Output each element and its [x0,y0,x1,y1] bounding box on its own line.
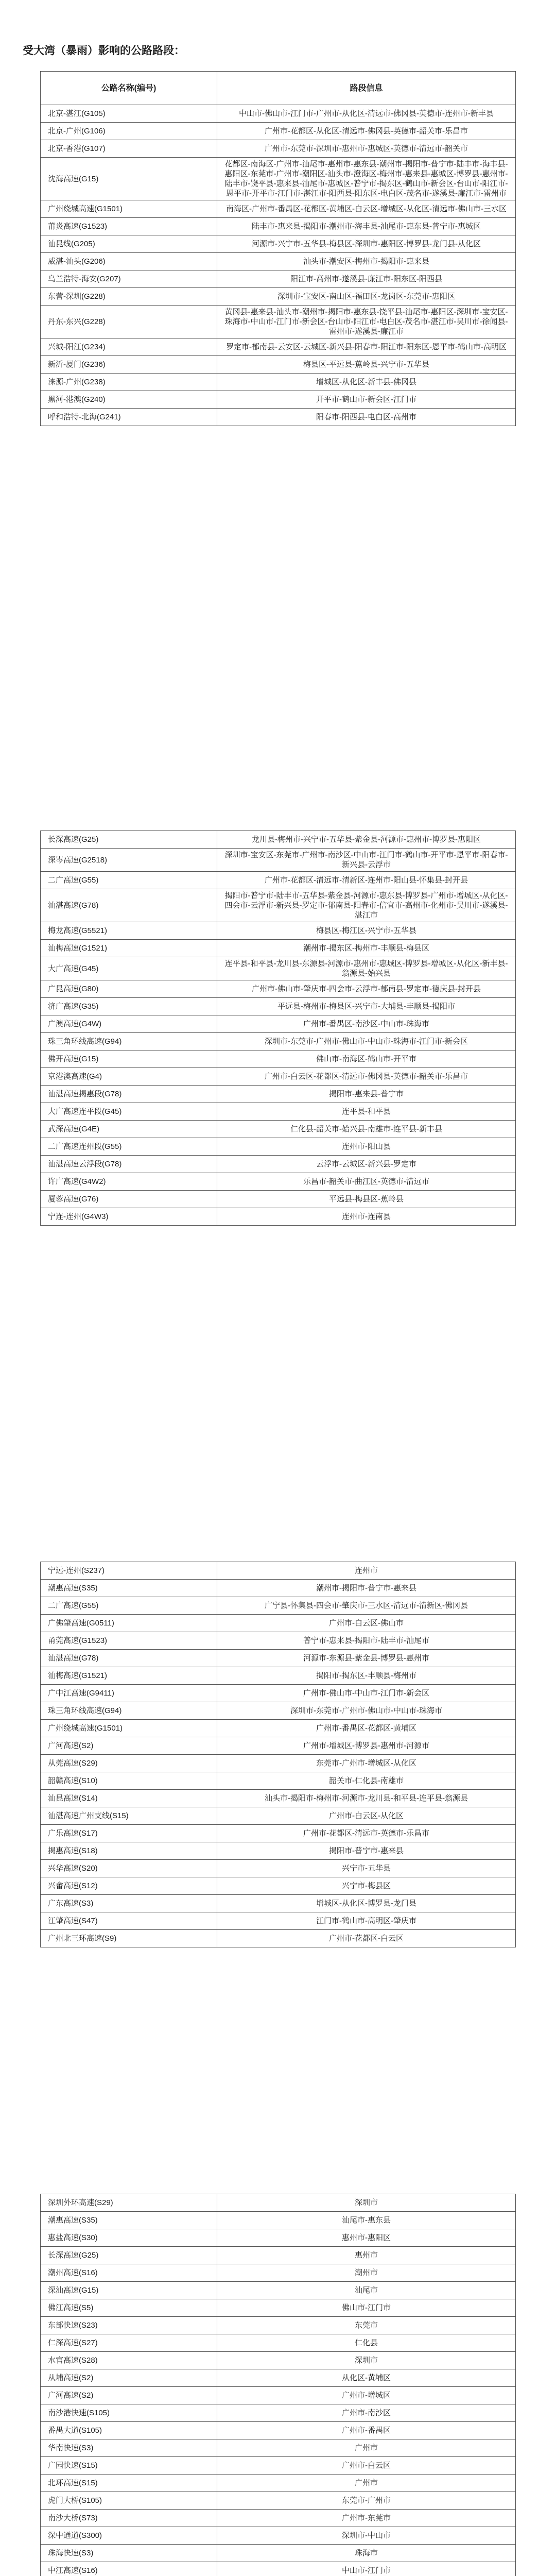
segment-info-cell: 乐昌市-韶关市-曲江区-英德市-清远市 [217,1173,516,1191]
road-name-cell: 北环高速(S15) [41,2475,217,2492]
table-row [41,391,516,409]
table-row [41,1208,516,1226]
table-row [41,1877,516,1895]
table-row [41,922,516,940]
segment-info-cell: 广州市-佛山市-肇庆市-四会市-云浮市-郁南县-罗定市-德庆县-封开县 [217,980,516,998]
segment-info-cell: 汕头市-潮安区-梅州市-揭阳市-惠来县 [217,253,516,270]
table-row [41,2264,516,2282]
segment-info-cell: 揭阳市-普宁市-陆丰市-五华县-紫金县-河源市-惠东县-博罗县-广州市-增城区-从化区-四会市-云浮市-新兴县-罗定市-郁南县-阳春市-信宜市-高州市-化州市-吴川市-遂溪县-湛江市 [217,889,516,922]
segment-info-cell: 广州市-白云区 [217,2457,516,2475]
road-name-cell: 北京-湛江(G105) [41,105,217,123]
table-row [41,409,516,426]
road-name-cell: 汕梅高速(G1521) [41,940,217,957]
road-name-cell: 涞源-广州(G238) [41,374,217,391]
table-row [41,872,516,889]
table-row [41,940,516,957]
table-row [41,1912,516,1930]
table-row [41,2510,516,2527]
segment-info-cell: 江门市-鹤山市-高明区-肇庆市 [217,1912,516,1930]
table-row [41,998,516,1015]
table-row [41,1562,516,1580]
segment-info-cell: 广州市-白云区-从化区 [217,1807,516,1825]
road-name-cell: 汕湛高速揭惠段(G78) [41,1086,217,1103]
segment-info-cell: 广州市-佛山市-中山市-江门市-新会区 [217,1685,516,1702]
table-row [41,1138,516,1156]
segment-info-cell: 汕头市-揭阳市-梅州市-河源市-龙川县-和平县-连平县-翁源县 [217,1790,516,1807]
segment-info-cell: 珠海市 [217,2545,516,2562]
page-title: 受大湾（暴雨）影响的公路路段： [23,45,185,57]
segment-info-cell: 揭阳市-揭东区-丰顺县-梅州市 [217,1667,516,1685]
segment-info-cell: 深圳市-东莞市-广州市-佛山市-中山市-珠海市 [217,1702,516,1720]
segment-info-cell: 汕尾市-惠东县 [217,2212,516,2229]
table-row [41,1103,516,1121]
table-row [41,1580,516,1597]
segment-info-cell: 惠州市-惠阳区 [217,2229,516,2247]
road-name-cell: 厦蓉高速(G76) [41,1191,217,1208]
road-name-cell: 深中通道(S300) [41,2527,217,2545]
road-name-cell: 广州北三环高速(S9) [41,1930,217,1947]
segment-info-cell: 广州市-南沙区 [217,2404,516,2422]
table-row [41,2352,516,2369]
table-row [41,2387,516,2404]
road-name-cell: 潮州高速(S16) [41,2264,217,2282]
table-row [41,2475,516,2492]
table-row [41,2404,516,2422]
table-row [41,2317,516,2334]
segment-info-cell: 深圳市 [217,2194,516,2212]
road-name-cell: 广乐高速(S17) [41,1825,217,1842]
road-name-cell: 兴华高速(S20) [41,1860,217,1877]
road-name-cell: 汕湛高速(G78) [41,889,217,922]
segment-info-cell: 阳春市-阳西县-电白区-高州市 [217,409,516,426]
table-row [41,2527,516,2545]
segment-info-cell: 陆丰市-惠来县-揭阳市-潮州市-海丰县-汕尾市-惠东县-普宁市-惠城区 [217,218,516,235]
table-row [41,374,516,391]
road-name-cell: 北京-广州(G106) [41,123,217,140]
table-row [41,1720,516,1737]
segment-info-cell: 河源市-兴宁市-五华县-梅县区-深圳市-惠阳区-博罗县-龙门县-从化区 [217,235,516,253]
table-row [41,270,516,288]
segment-info-cell: 广州市-白云区-花都区-清远市-佛冈县-英德市-韶关市-乐昌市 [217,1068,516,1086]
road-name-cell: 珠三角环线高速(G94) [41,1702,217,1720]
table-row [41,1173,516,1191]
segment-info-cell: 平远县-梅州市-梅县区-兴宁市-大埔县-丰顺县-揭阳市 [217,998,516,1015]
road-name-cell: 虎门大桥(S105) [41,2492,217,2510]
segment-info-cell: 深圳市-宝安区-东莞市-广州市-南沙区-中山市-江门市-鹤山市-开平市-恩平市-阳春市-新兴县-云浮市 [217,849,516,872]
segment-info-cell: 梅县区-平远县-蕉岭县-兴宁市-五华县 [217,356,516,374]
road-name-cell: 深岑高速(G2518) [41,849,217,872]
table-row [41,1650,516,1667]
segment-info-cell: 佛山市-南海区-鹤山市-开平市 [217,1050,516,1068]
road-name-cell: 揭惠高速(S18) [41,1842,217,1860]
segment-info-cell: 龙川县-梅州市-兴宁市-五华县-紫金县-河源市-惠州市-博罗县-惠阳区 [217,831,516,849]
header-road-name: 公路名称(编号) [41,72,217,105]
segment-info-cell: 普宁市-惠来县-揭阳市-陆丰市-汕尾市 [217,1632,516,1650]
table-row [41,288,516,306]
table-row [41,200,516,218]
road-name-cell: 汕昆线(G205) [41,235,217,253]
segment-info-cell: 广州市-花都区-清远市-清新区-连州市-阳山县-怀集县-封开县 [217,872,516,889]
segment-info-cell: 罗定市-郁南县-云安区-云城区-新兴县-阳春市-阳江市-阳东区-恩平市-鹤山市-高明区 [217,338,516,356]
road-name-cell: 广澳高速(G4W) [41,1015,217,1033]
segment-info-cell: 阳江市-高州市-遂溪县-廉江市-阳东区-阳西县 [217,270,516,288]
header-segment-info: 路段信息 [217,72,516,105]
segment-info-cell: 潮州市-揭东区-梅州市-丰顺县-梅县区 [217,940,516,957]
segment-info-cell: 潮州市 [217,2264,516,2282]
table-row [41,1050,516,1068]
table-row [41,1755,516,1772]
table-row [41,849,516,872]
road-name-cell: 兴城-阳江(G234) [41,338,217,356]
table-row [41,2439,516,2457]
road-name-cell: 威湛-汕头(G206) [41,253,217,270]
road-name-cell: 潮惠高速(S35) [41,1580,217,1597]
segment-info-cell: 广州市-花都区-白云区 [217,1930,516,1947]
table-body [41,831,516,1226]
table-row [41,235,516,253]
table-row [41,1702,516,1720]
road-name-cell: 大广高速连平段(G45) [41,1103,217,1121]
table-row [41,2194,516,2212]
road-name-cell: 广东高速(S3) [41,1895,217,1912]
road-name-cell: 华南快速(S3) [41,2439,217,2457]
road-name-cell: 中江高速(S16) [41,2562,217,2576]
table-row [41,1737,516,1755]
table-row [41,2299,516,2317]
table-row [41,1685,516,1702]
table-row [41,2492,516,2510]
table-row [41,2229,516,2247]
segment-info-cell: 南海区-广州市-番禺区-花都区-黄埔区-白云区-增城区-从化区-清远市-佛山市-三水区 [217,200,516,218]
table-row [41,2369,516,2387]
segment-info-cell: 兴宁市-五华县 [217,1860,516,1877]
segment-info-cell: 平远县-梅县区-蕉岭县 [217,1191,516,1208]
road-name-cell: 乌兰浩特-海安(G207) [41,270,217,288]
segment-info-cell: 广州市-番禺区-南沙区-中山市-珠海市 [217,1015,516,1033]
table-row [41,1790,516,1807]
road-table-1 [40,71,516,426]
segment-info-cell: 兴宁市-梅县区 [217,1877,516,1895]
table-row [41,1615,516,1632]
segment-info-cell: 汕尾市 [217,2282,516,2299]
road-name-cell: 二广高速连州段(G55) [41,1138,217,1156]
table-row [41,1033,516,1050]
table-row [41,831,516,849]
table-row [41,1156,516,1173]
road-name-cell: 梅龙高速(G5521) [41,922,217,940]
road-name-cell: 长深高速(G25) [41,831,217,849]
road-name-cell: 莆炎高速(G1523) [41,218,217,235]
road-name-cell: 新沂-厦门(G236) [41,356,217,374]
road-name-cell: 珠三角环线高速(G94) [41,1033,217,1050]
table-row [41,140,516,158]
table-row [41,123,516,140]
segment-info-cell: 连州市 [217,1562,516,1580]
road-name-cell: 从埔高速(S2) [41,2369,217,2387]
road-name-cell: 沈海高速(G15) [41,158,217,200]
table-row [41,980,516,998]
table-row [41,2562,516,2576]
segment-info-cell: 广州市-番禺区 [217,2422,516,2439]
road-name-cell: 大广高速(G45) [41,957,217,980]
road-name-cell: 汕湛高速(G78) [41,1650,217,1667]
table-row [41,1086,516,1103]
segment-info-cell: 广州市-东莞市 [217,2510,516,2527]
road-name-cell: 兴畲高速(S12) [41,1877,217,1895]
road-name-cell: 呼和浩特-北海(G241) [41,409,217,426]
road-table-3 [40,1562,516,1947]
segment-info-cell: 东莞市-广州市-增城区-从化区 [217,1755,516,1772]
table-row [41,1015,516,1033]
table-body [41,2194,516,2576]
segment-info-cell: 深圳市-东莞市-广州市-佛山市-中山市-珠海市-江门市-新会区 [217,1033,516,1050]
road-name-cell: 丹东-东兴(G228) [41,306,217,338]
road-name-cell: 广河高速(S2) [41,1737,217,1755]
segment-info-cell: 揭阳市-普宁市-惠来县 [217,1842,516,1860]
road-name-cell: 南沙大桥(S73) [41,2510,217,2527]
table-row [41,2457,516,2475]
road-name-cell: 甬莞高速(G1523) [41,1632,217,1650]
road-name-cell: 黑河-港澳(G240) [41,391,217,409]
segment-info-cell: 广州市-花都区-从化区-清远市-佛冈县-英德市-韶关市-乐昌市 [217,123,516,140]
table-row [41,1842,516,1860]
road-name-cell: 京港澳高速(G4) [41,1068,217,1086]
road-table-2 [40,831,516,1226]
road-name-cell: 从莞高速(S29) [41,1755,217,1772]
road-name-cell: 武深高速(G4E) [41,1121,217,1138]
table-row [41,1825,516,1842]
segment-info-cell: 广州市 [217,2475,516,2492]
segment-info-cell: 揭阳市-惠来县-普宁市 [217,1086,516,1103]
road-name-cell: 宁远-连州(S237) [41,1562,217,1580]
table-row [41,1191,516,1208]
road-name-cell: 珠海快速(S3) [41,2545,217,2562]
table-row [41,889,516,922]
segment-info-cell: 梅县区-梅江区-兴宁市-五华县 [217,922,516,940]
segment-info-cell: 中山市-佛山市-江门市-广州市-从化区-清远市-佛冈县-英德市-连州市-新丰县 [217,105,516,123]
table-row [41,1068,516,1086]
segment-info-cell: 花都区-南海区-广州市-汕尾市-惠州市-惠东县-潮州市-揭阳市-普宁市-陆丰市-海丰县-惠阳区-东莞市-广州市-潮阳区-汕头市-澄海区-梅州市-惠来县-惠城区-博罗县-惠州市-陆丰市-饶平县-惠来县-汕尾市-惠城区-普宁市-揭东区-鹤山市-新会区-台山市-阳江市-恩平市-开平市-江门市-湛江市-阳西县-阳东区-电白区-茂名市-遂溪县-廉江市-雷州市 [217,158,516,200]
segment-info-cell: 河源市-东源县-紫金县-博罗县-惠州市 [217,1650,516,1667]
segment-info-cell: 潮州市-揭阳市-普宁市-惠来县 [217,1580,516,1597]
segment-info-cell: 深圳市-中山市 [217,2527,516,2545]
road-name-cell: 南沙港快速(S105) [41,2404,217,2422]
table-row [41,957,516,980]
table-row [41,1121,516,1138]
table-row [41,306,516,338]
table-row [41,1895,516,1912]
road-name-cell: 广昆高速(G80) [41,980,217,998]
table-row [41,253,516,270]
table-row [41,1860,516,1877]
road-name-cell: 宁连-连州(G4W3) [41,1208,217,1226]
road-name-cell: 汕梅高速(G1521) [41,1667,217,1685]
road-name-cell: 江肇高速(S47) [41,1912,217,1930]
road-name-cell: 潮惠高速(S35) [41,2212,217,2229]
road-name-cell: 广州绕城高速(G1501) [41,1720,217,1737]
road-name-cell: 东部快速(S23) [41,2317,217,2334]
segment-info-cell: 广州市-花都区-清远市-英德市-乐昌市 [217,1825,516,1842]
table-body [41,1562,516,1947]
segment-info-cell: 连平县-和平县-龙川县-东源县-河源市-惠州市-惠城区-博罗县-增城区-从化区-新丰县-翁源县-始兴县 [217,957,516,980]
road-name-cell: 广园快速(S15) [41,2457,217,2475]
segment-info-cell: 东莞市 [217,2317,516,2334]
table-row [41,2334,516,2352]
road-name-cell: 汕湛高速广州支线(S15) [41,1807,217,1825]
table-body [41,105,516,426]
table-row [41,158,516,200]
table-row [41,2422,516,2439]
road-name-cell: 深汕高速(G15) [41,2282,217,2299]
road-name-cell: 济广高速(G35) [41,998,217,1015]
segment-info-cell: 韶关市-仁化县-南雄市 [217,1772,516,1790]
segment-info-cell: 广州市-增城区-博罗县-惠州市-河源市 [217,1737,516,1755]
segment-info-cell: 惠州市 [217,2247,516,2264]
segment-info-cell: 云浮市-云城区-新兴县-罗定市 [217,1156,516,1173]
table-row [41,2282,516,2299]
table-row [41,1772,516,1790]
segment-info-cell: 广宁县-怀集县-四会市-肇庆市-三水区-清远市-清新区-佛冈县 [217,1597,516,1615]
table-row [41,105,516,123]
road-name-cell: 汕昆高速(S14) [41,1790,217,1807]
segment-info-cell: 广州市-番禺区-花都区-黄埔区 [217,1720,516,1737]
segment-info-cell: 中山市-江门市 [217,2562,516,2576]
segment-info-cell: 从化区-黄埔区 [217,2369,516,2387]
segment-info-cell: 连州市-连南县 [217,1208,516,1226]
road-name-cell: 广州绕城高速(G1501) [41,200,217,218]
road-name-cell: 番禺大道(S105) [41,2422,217,2439]
table-row [41,1807,516,1825]
segment-info-cell: 广州市 [217,2439,516,2457]
table-row [41,1667,516,1685]
road-name-cell: 北京-香港(G107) [41,140,217,158]
segment-info-cell: 增城区-从化区-博罗县-龙门县 [217,1895,516,1912]
segment-info-cell: 仁化县-韶关市-始兴县-南雄市-连平县-新丰县 [217,1121,516,1138]
road-table-4 [40,2194,516,2576]
segment-info-cell: 广州市-白云区-佛山市 [217,1615,516,1632]
segment-info-cell: 增城区-从化区-新丰县-佛冈县 [217,374,516,391]
table-row [41,2247,516,2264]
road-name-cell: 二广高速(G55) [41,1597,217,1615]
table-row [41,356,516,374]
road-name-cell: 汕湛高速云浮段(G78) [41,1156,217,1173]
segment-info-cell: 东莞市-广州市 [217,2492,516,2510]
road-name-cell: 深圳外环高速(S29) [41,2194,217,2212]
table-header-row [41,72,516,105]
segment-info-cell: 深圳市-宝安区-南山区-福田区-龙岗区-东莞市-惠阳区 [217,288,516,306]
segment-info-cell: 开平市-鹤山市-新会区-江门市 [217,391,516,409]
table-row [41,2545,516,2562]
road-name-cell: 佛江高速(S5) [41,2299,217,2317]
road-name-cell: 二广高速(G55) [41,872,217,889]
road-name-cell: 广中江高速(G9411) [41,1685,217,1702]
segment-info-cell: 广州市-东莞市-深圳市-惠州市-惠城区-英德市-清远市-韶关市 [217,140,516,158]
road-name-cell: 惠盐高速(S30) [41,2229,217,2247]
segment-info-cell: 佛山市-江门市 [217,2299,516,2317]
segment-info-cell: 连州市-阳山县 [217,1138,516,1156]
road-name-cell: 佛开高速(G15) [41,1050,217,1068]
table-row [41,2212,516,2229]
segment-info-cell: 深圳市 [217,2352,516,2369]
table-row [41,218,516,235]
road-name-cell: 水官高速(S28) [41,2352,217,2369]
table-row [41,1632,516,1650]
segment-info-cell: 连平县-和平县 [217,1103,516,1121]
table-row [41,1930,516,1947]
road-name-cell: 长深高速(G25) [41,2247,217,2264]
table-row [41,1597,516,1615]
road-name-cell: 东营-深圳(G228) [41,288,217,306]
segment-info-cell: 广州市-增城区 [217,2387,516,2404]
road-name-cell: 许广高速(G4W2) [41,1173,217,1191]
road-name-cell: 韶赣高速(S10) [41,1772,217,1790]
segment-info-cell: 仁化县 [217,2334,516,2352]
segment-info-cell: 黄冈县-惠来县-汕头市-潮州市-揭阳市-惠东县-饶平县-汕尾市-惠阳区-深圳市-宝安区-珠海市-中山市-江门市-新会区-台山市-阳江市-电白区-茂名市-湛江市-吴川市-徐闻县-雷州市-遂溪县-廉江市 [217,306,516,338]
road-name-cell: 仁深高速(S27) [41,2334,217,2352]
road-name-cell: 广河高速(S2) [41,2387,217,2404]
table-row [41,338,516,356]
road-name-cell: 广佛肇高速(G0511) [41,1615,217,1632]
